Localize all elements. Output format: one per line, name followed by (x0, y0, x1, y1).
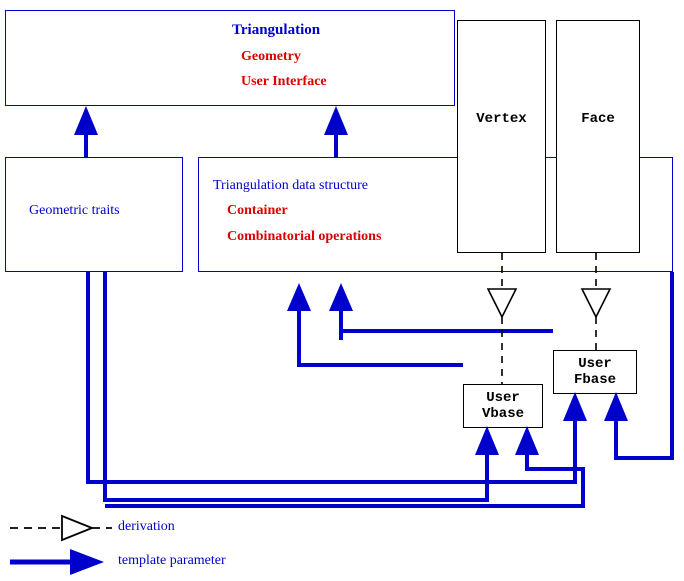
user-vbase-label-group (463, 384, 543, 428)
triangulation-geometry-label: Geometry (241, 49, 301, 64)
arrow-fbase-to-tds (329, 283, 553, 340)
box-face (556, 20, 640, 253)
face-label: Face (581, 110, 615, 127)
tds-combinatorial-label: Combinatorial operations (227, 229, 382, 244)
arrow-vbase-to-tds (287, 283, 463, 365)
tds-heading: Triangulation data structure (213, 178, 369, 193)
triangulation-heading: Triangulation (232, 22, 321, 38)
arrow-into-user-fbase-left (88, 272, 587, 482)
user-fbase-label-line2: Fbase (573, 372, 616, 388)
arrow-traits-to-triangulation (74, 106, 98, 157)
box-triangulation (5, 10, 455, 106)
arrow-into-user-vbase-left (105, 272, 499, 500)
derivation-vertex-from-user-vbase (488, 253, 516, 384)
legend-template-parameter-label: template parameter (118, 553, 226, 568)
triangulation-user-interface-label: User Interface (241, 74, 327, 89)
legend-derivation-label: derivation (118, 519, 175, 534)
user-fbase-label-line1: User (578, 355, 612, 372)
arrow-tds-to-triangulation (324, 106, 348, 157)
tds-container-label: Container (227, 203, 288, 218)
geometric-traits-label: Geometric traits (29, 203, 120, 218)
legend-template-parameter-glyph (10, 549, 104, 575)
user-vbase-label-line2: Vbase (481, 406, 524, 422)
user-vbase-label-line1: User (486, 389, 520, 406)
arrow-into-user-vbase-right (105, 426, 583, 506)
vertex-label: Vertex (476, 110, 527, 127)
box-vertex (457, 20, 546, 253)
legend-derivation-glyph (10, 516, 112, 540)
user-fbase-label-group (553, 350, 637, 394)
